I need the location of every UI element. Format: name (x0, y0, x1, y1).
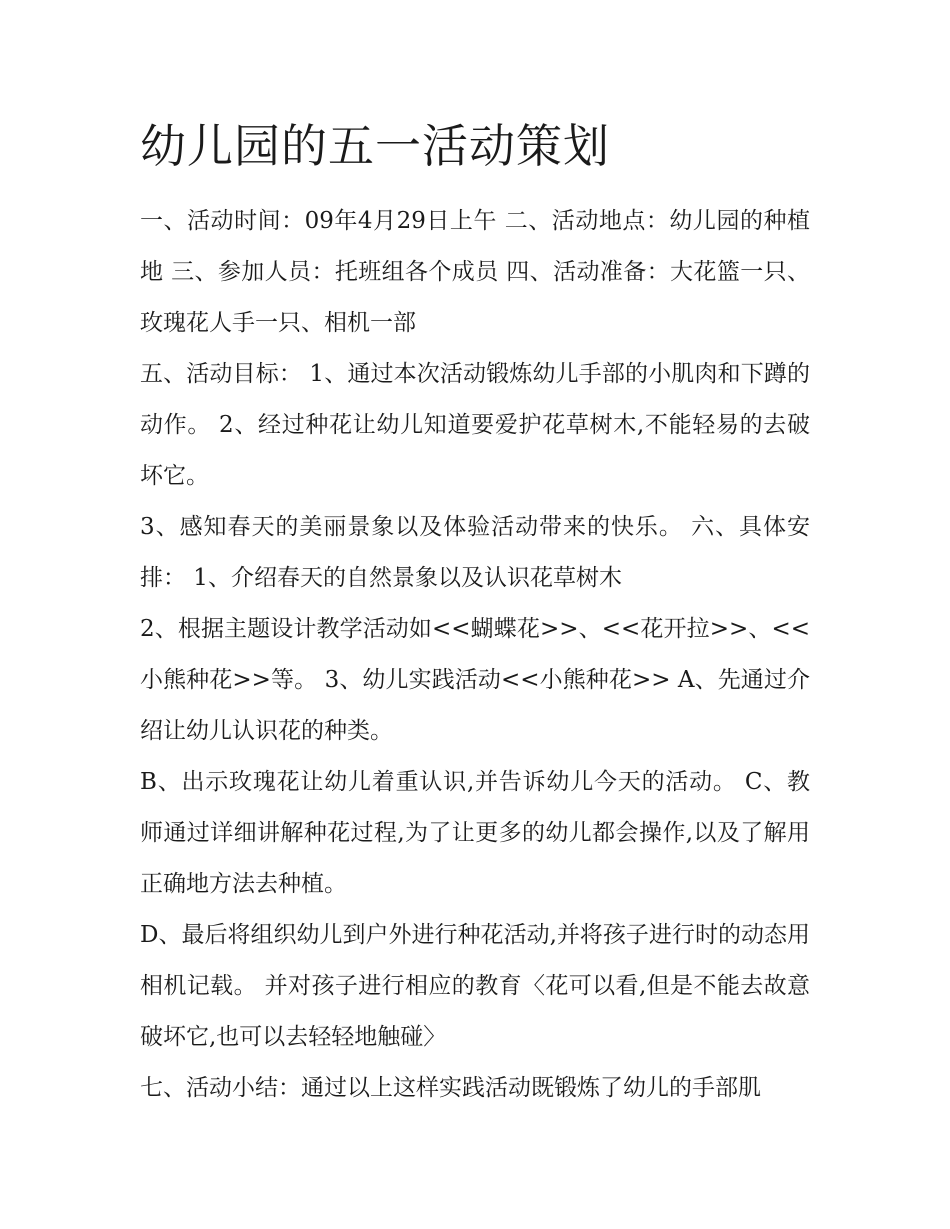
paragraph-demonstration: B、出示玫瑰花让幼儿着重认识,并告诉幼儿今天的活动。 C、教师通过详细讲解种花过程,为了让更多的幼儿都会操作,以及了解用正确地方法去种植。 (140, 769, 810, 897)
document-title: 幼儿园的五一活动策划 (140, 119, 610, 173)
paragraph-teaching-activities: 2、根据主题设计教学活动如<<蝴蝶花>>、<<花开拉>>、<<小熊种花>>等。 3、幼儿实践活动<<小熊种花>> A、先通过介绍让幼儿认识花的种类。 (140, 616, 810, 744)
paragraph-schedule: 一、活动时间：09年4月29日上午 二、活动地点：幼儿园的种植地 三、参加人员：托班组各个成员 四、活动准备：大花篮一只、玫瑰花人手一只、相机一部 (140, 208, 810, 336)
paragraph-goals: 五、活动目标： 1、通过本次活动锻炼幼儿手部的小肌肉和下蹲的动作。 2、经过种花让幼儿知道要爱护花草树木,不能轻易的去破坏它。 (140, 361, 810, 489)
paragraph-outdoor-activity: D、最后将组织幼儿到户外进行种花活动,并将孩子进行时的动态用相机记载。 并对孩子进行相应的教育〈花可以看,但是不能去故意破坏它,也可以去轻轻地触碰〉 (140, 922, 810, 1050)
paragraph-arrangement: 3、感知春天的美丽景象以及体验活动带来的快乐。 六、具体安排： 1、介绍春天的自然景象以及认识花草树木 (140, 514, 810, 591)
document-body (140, 196, 810, 1114)
paragraph-summary: 七、活动小结：通过以上这样实践活动既锻炼了幼儿的手部肌 (140, 1075, 761, 1101)
